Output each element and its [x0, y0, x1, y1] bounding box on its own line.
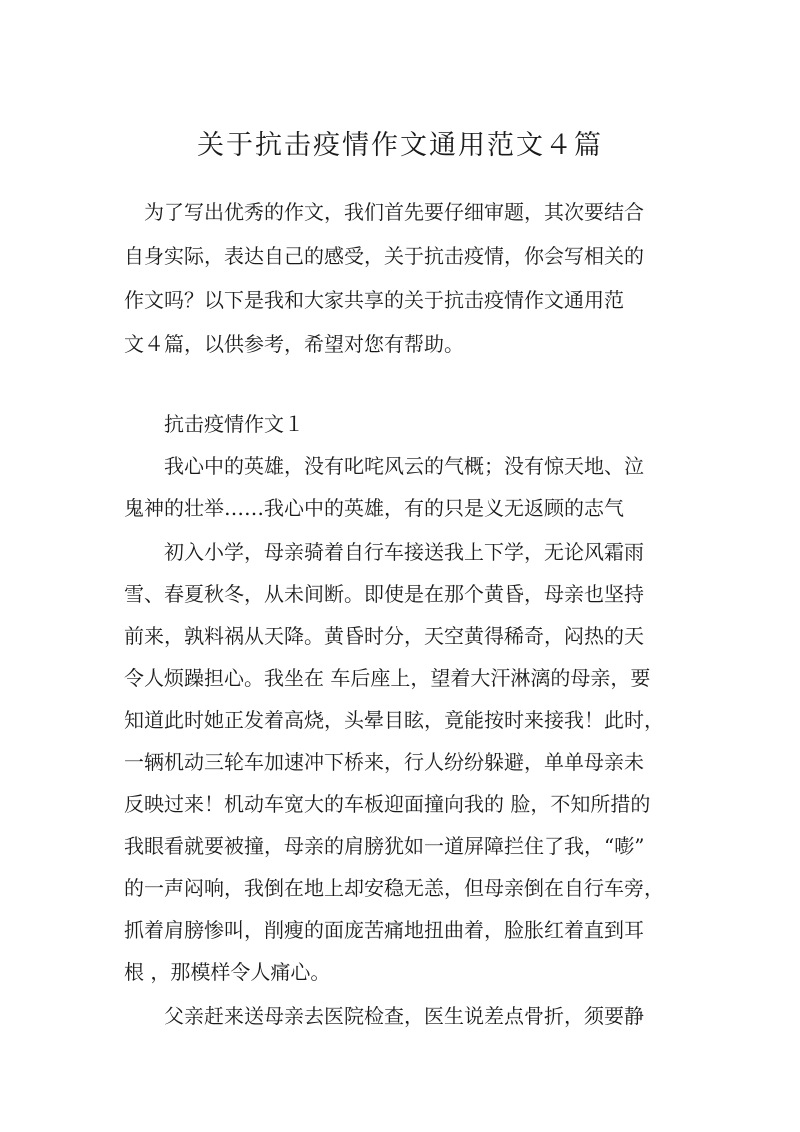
intro-line: 为了写出优秀的作文，我们首先要仔细审题，其次要结合: [144, 200, 644, 224]
paragraph-line: 初入小学，母亲骑着自行车接送我上下学，无论风霜雨: [164, 540, 644, 564]
paragraph-line: 父亲赶来送母亲去医院检查，医生说差点骨折，须要静: [164, 1004, 644, 1028]
section-heading: 抗击疫情作文１: [164, 412, 304, 436]
paragraph-line: 根 ，那模样令人痛心。: [124, 960, 331, 984]
paragraph-line: 我心中的英雄，没有叱咤风云的气概；没有惊天地、泣: [164, 454, 644, 478]
paragraph-line: 的一声闷响，我倒在地上却安稳无恙，但母亲倒在自行车旁，: [124, 876, 664, 900]
intro-line: 作文吗？以下是我和大家共享的关于抗击疫情作文通用范: [124, 288, 624, 312]
paragraph-line: 鬼神的壮举……我心中的英雄，有的只是义无返顾的志气: [124, 496, 624, 520]
paragraph-line: 一辆机动三轮车加速冲下桥来，行人纷纷躲避，单单母亲未: [124, 750, 644, 774]
intro-line: 文４篇，以供参考，希望对您有帮助。: [124, 332, 464, 356]
intro-line: 自身实际，表达自己的感受，关于抗击疫情，你会写相关的: [124, 244, 644, 268]
paragraph-line: 前来，孰料祸从天降。黄昏时分，天空黄得稀奇，闷热的天: [124, 624, 644, 648]
paragraph-line: 我眼看就要被撞，母亲的肩膀犹如一道屏障拦住了我，“嘭”: [124, 834, 645, 858]
paragraph-line: 知道此时她正发着高烧，头晕目眩，竟能按时来接我！此时，: [124, 708, 664, 732]
document-title: 关于抗击疫情作文通用范文４篇: [197, 130, 603, 161]
paragraph-line: 抓着肩膀惨叫，削瘦的面庞苦痛地扭曲着，脸胀红着直到耳: [124, 918, 644, 942]
paragraph-line: 反映过来！机动车宽大的车板迎面撞向我的 脸，不知所措的: [124, 792, 651, 816]
paragraph-line: 令人烦躁担心。我坐在 车后座上，望着大汗淋漓的母亲，要: [124, 666, 651, 690]
paragraph-line: 雪、春夏秋冬，从未间断。即使是在那个黄昏，母亲也坚持: [124, 582, 644, 606]
